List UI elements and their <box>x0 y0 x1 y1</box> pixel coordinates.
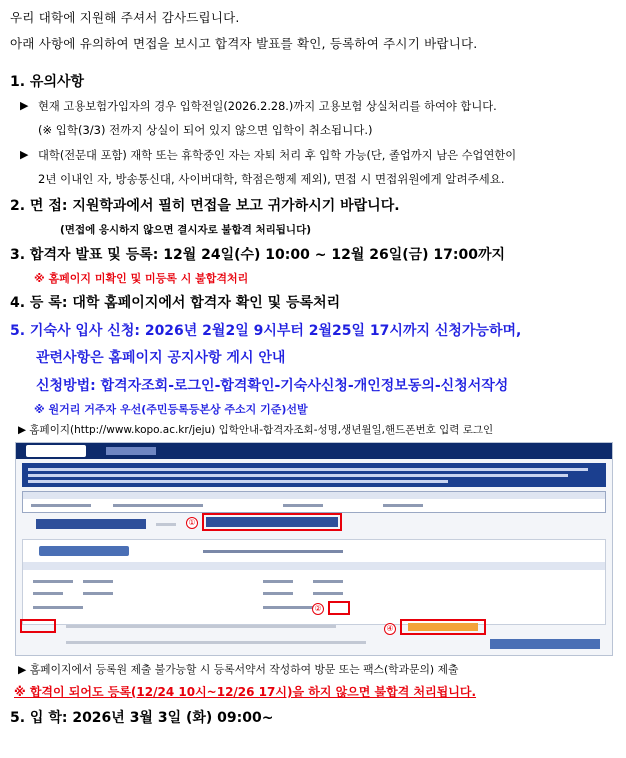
section-3-heading: 3. 합격자 발표 및 등록: 12월 24일(수) 10:00 ~ 12월 26일(금) 17:00까지 <box>10 247 506 263</box>
notice-item-2-line-2: 2년 이내인 자, 방송통신대, 사이버대학, 학점은행제 제외), 면접 시 면접위원에게 알려주세요. <box>38 172 505 186</box>
section-5-line-3: 신청방법: 합격자조회-로그인-합격확인-기숙사신청-개인정보동의-신청서작성 <box>36 378 509 394</box>
notice-item-2-line-1: 대학(전문대 포함) 재학 또는 휴학중인 자는 자퇴 처리 후 입학 가능(단, 졸업까지 남은 수업연한이 <box>38 149 517 162</box>
admission-heading: 5. 입 학: 2026년 3월 3일 (화) 09:00~ <box>10 710 274 726</box>
footer-line-1: ▶ 홈페이지에서 등록원 제출 불가능할 시 등록서약서 작성하여 방문 또는 팩스(학과문의) 제출 <box>18 663 459 676</box>
homepage-instruction: ▶ 홈페이지(http://www.kopo.ac.kr/jeju) 입학안내-합격자조회-성명,생년월일,핸드폰번호 입력 로그인 <box>18 424 494 436</box>
screenshot-select-bar <box>36 519 146 529</box>
step-1-marker: ① <box>186 517 198 529</box>
intro-line-1: 우리 대학에 지원해 주셔서 감사드립니다. <box>10 10 240 25</box>
register-button <box>408 623 478 631</box>
screenshot-header-bar <box>16 443 612 459</box>
notice-item-1-line-1: 현재 고용보험가입자의 경우 입학전일(2026.2.28.)까지 고용보험 상실처리를 하여야 합니다. <box>38 100 497 113</box>
screenshot-notice-banner <box>22 463 606 487</box>
intro-line-2: 아래 사항에 유의하여 면접을 보시고 합격자 발표를 확인, 등록하여 주시기 바랍니다. <box>10 36 478 51</box>
university-logo <box>26 445 86 457</box>
footer-line-2: ※ 합격이 되어도 등록(12/24 10시~12/26 17시)을 하지 않으면 불합격 처리됩니다. <box>14 685 477 699</box>
screenshot-menu <box>106 447 156 455</box>
section-2-note: (면접에 응시하지 않으면 결시자로 불합격 처리됩니다) <box>60 224 312 236</box>
step-2-highlight <box>328 601 350 615</box>
step-4-marker: ④ <box>384 623 396 635</box>
section-5-line-2: 관련사항은 홈페이지 공지사항 게시 안내 <box>36 350 286 366</box>
section-3-note: ※ 홈페이지 미확인 및 미등록 시 불합격처리 <box>34 272 249 285</box>
notice-item-1-line-2: (※ 입학(3/3) 전까지 상실이 되어 있지 않으면 입학이 취소됩니다.) <box>38 123 373 137</box>
section-1-heading: 1. 유의사항 <box>10 74 85 90</box>
screenshot-bottom-button <box>490 639 600 649</box>
bullet-icon: ▶ <box>20 148 29 161</box>
homepage-screenshot <box>15 442 613 656</box>
section-4-heading: 4. 등 록: 대학 홈페이지에서 합격자 확인 및 등록처리 <box>10 295 341 311</box>
section-5-line-1: 5. 기숙사 입사 신청: 2026년 2월2일 9시부터 2월25일 17시까지 신청가능하며, <box>10 323 522 339</box>
section-2-heading: 2. 면 접: 지원학과에서 필히 면접을 보고 귀가하시기 바랍니다. <box>10 198 400 214</box>
screenshot-applicant-table <box>22 491 606 513</box>
pass-confirm-button <box>206 517 338 527</box>
section-5-note: ※ 원거리 거주자 우선(주민등록등본상 주소지 기준)선발 <box>34 403 308 416</box>
step-3-highlight <box>20 619 56 633</box>
bullet-icon: ▶ <box>20 99 29 112</box>
step-2-marker: ② <box>312 603 324 615</box>
